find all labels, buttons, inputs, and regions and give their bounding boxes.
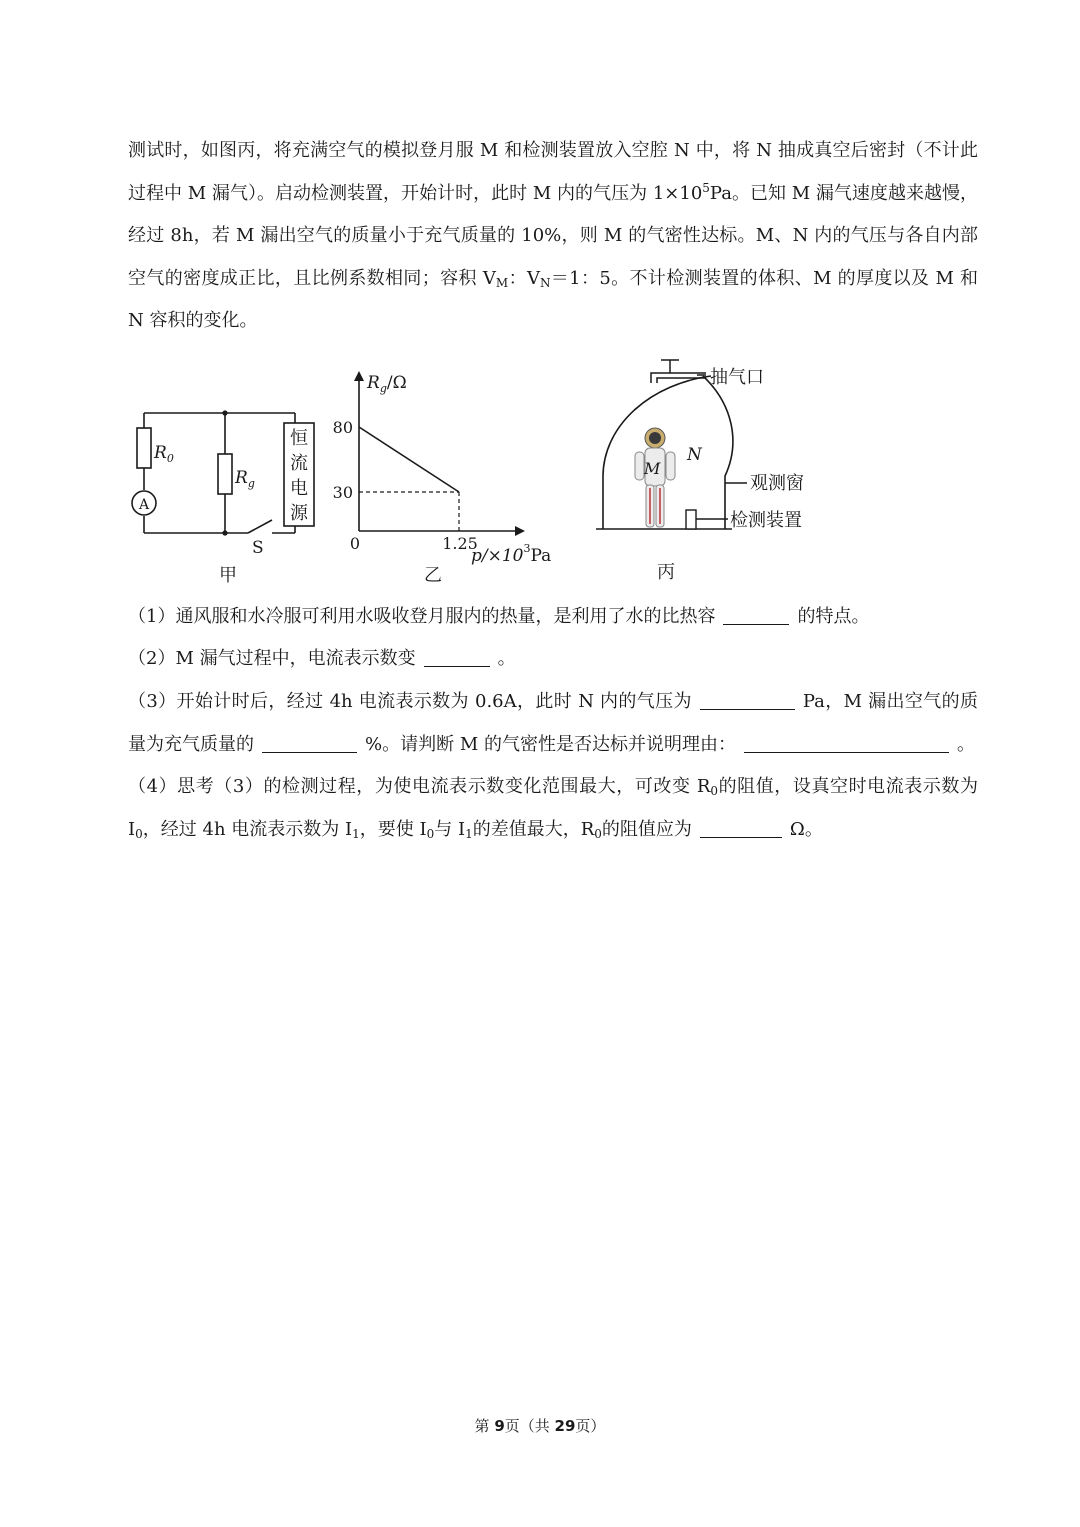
q4-text-g: 的阻值应为	[601, 818, 692, 840]
q3-text-c: %。请判断 M 的气密性是否达标并说明理由：	[365, 733, 736, 755]
q4-text-f: 的差值最大，R	[472, 818, 595, 840]
junction-top	[222, 410, 227, 415]
q2-blank[interactable]	[424, 648, 490, 667]
footer-page-number: 9	[494, 1417, 505, 1435]
label-r0: $R_0$	[154, 443, 174, 465]
x-axis-arrow	[515, 526, 525, 536]
q4-sub-0: 0	[710, 784, 719, 798]
label-rg: $R_g$	[235, 468, 255, 490]
q2-text-b: 。	[497, 648, 516, 669]
q1-text-b: 的特点。	[797, 606, 870, 627]
q3-text-b: Pa，M 漏出空气的质量为充气质量的	[128, 691, 978, 755]
q2-text-a: （2）M 漏气过程中，电流表示数变	[128, 648, 416, 669]
resistor-r0	[137, 428, 151, 468]
intro-sub-m: M	[495, 275, 509, 290]
outlet-pipe	[651, 360, 706, 383]
q3-text-d: 。	[956, 733, 975, 755]
source-char-3: 电	[290, 478, 308, 499]
label-n: N	[687, 445, 702, 465]
q4-text-d: ，要使 I	[359, 818, 427, 840]
q4-blank[interactable]	[700, 819, 782, 838]
source-char-2: 流	[290, 453, 308, 474]
figures-row	[120, 356, 840, 588]
label-ammeter: A	[138, 497, 150, 513]
question-1	[128, 596, 978, 639]
intro-exponent: 5	[702, 180, 710, 195]
footer-total-pages: 29	[554, 1417, 576, 1435]
q4-text-c: ，经过 4h 电流表示数为 I	[142, 818, 353, 840]
label-window: 观测窗	[750, 473, 804, 494]
label-switch: S	[252, 538, 264, 558]
q4-text-h: Ω。	[789, 818, 823, 840]
label-outlet: 抽气口	[710, 367, 764, 388]
caption-jia: 甲	[219, 565, 237, 586]
figure-bing-chamber	[596, 360, 804, 583]
q1-text-a: （1）通风服和水冷服可利用水吸收登月服内的热量，是利用了水的比热容	[128, 606, 716, 627]
y-tick-label-80: 80	[332, 418, 353, 437]
question-2	[128, 638, 978, 681]
q4-text-a: （4）思考（3）的检测过程，为使电流表示数变化范围最大，可改变 R	[128, 776, 711, 797]
q4-sub-1: 0	[135, 826, 143, 841]
q3-blank-percent[interactable]	[262, 734, 357, 753]
q4-text-e: 与 I	[434, 818, 466, 840]
question-4	[128, 766, 978, 851]
q4-sub-2: 1	[352, 826, 360, 841]
intro-text-4: ＝1：5。不计检测装置的体积、M 的厚度以及 M 和 N 容积的变化。	[128, 267, 978, 331]
y-axis-arrow	[354, 371, 364, 381]
label-device: 检测装置	[730, 510, 802, 531]
q3-blank-reason[interactable]	[744, 734, 949, 753]
switch-s-blade	[248, 520, 272, 533]
footer-middle: 页（共	[504, 1417, 555, 1435]
origin-label: 0	[349, 534, 361, 553]
y-tick-label-30: 30	[332, 483, 353, 502]
caption-bing: 丙	[657, 562, 675, 583]
source-char-1: 恒	[290, 428, 308, 449]
footer-prefix: 第	[474, 1417, 495, 1435]
page-footer	[0, 1415, 1080, 1436]
caption-yi: 乙	[424, 565, 442, 586]
q4-sub-5: 0	[594, 826, 602, 841]
label-current-source	[290, 428, 309, 524]
x-tick-label-1-25: 1.25	[442, 534, 478, 553]
resistor-rg	[218, 454, 232, 494]
footer-suffix: 页）	[575, 1417, 606, 1435]
q3-text-a: （3）开始计时后，经过 4h 电流表示数为 0.6A，此时 N 内的气压为	[128, 691, 692, 712]
intro-text-2: Pa。已知 M 漏气速度越来越慢，经过 8h，若 M 漏出空气的质量小于充气质量的 10%，则 M 的气密性达标。M、N 内的气压与各自内部空气的密度成正比，且比例系数相同；容积 V	[128, 182, 978, 289]
figure-jia-circuit	[132, 413, 314, 533]
intro-text-1: 测试时，如图丙，将充满空气的模拟登月服 M 和检测装置放入空腔 N 中，将 N 抽成真空后密封（不计此过程中 M 漏气）。启动检测装置，开始计时，此时 M 内的气压为 1×10	[128, 140, 978, 204]
intro-text-3: ：V	[508, 267, 540, 289]
x-axis-label: $p/\times 10^3Pa$	[471, 542, 552, 566]
q4-sub-3: 0	[426, 826, 435, 841]
y-axis-label: $R_g/\Omega$	[367, 373, 407, 395]
intro-paragraph	[128, 130, 978, 343]
figure-yi-graph	[333, 371, 552, 586]
intro-sub-n: N	[539, 275, 551, 290]
question-3	[128, 681, 978, 766]
q4-text-b: 的阻值，设真空时电流表示数为 I	[128, 776, 978, 840]
detection-device	[686, 510, 696, 529]
source-char-4: 源	[290, 503, 308, 524]
label-m: M	[644, 459, 661, 478]
q1-blank[interactable]	[723, 606, 789, 625]
junction-bottom	[222, 530, 227, 535]
chart-line-rg	[359, 427, 459, 492]
figures-svg	[120, 356, 840, 588]
q4-sub-4: 1	[465, 826, 473, 841]
q3-blank-pressure[interactable]	[700, 691, 795, 710]
